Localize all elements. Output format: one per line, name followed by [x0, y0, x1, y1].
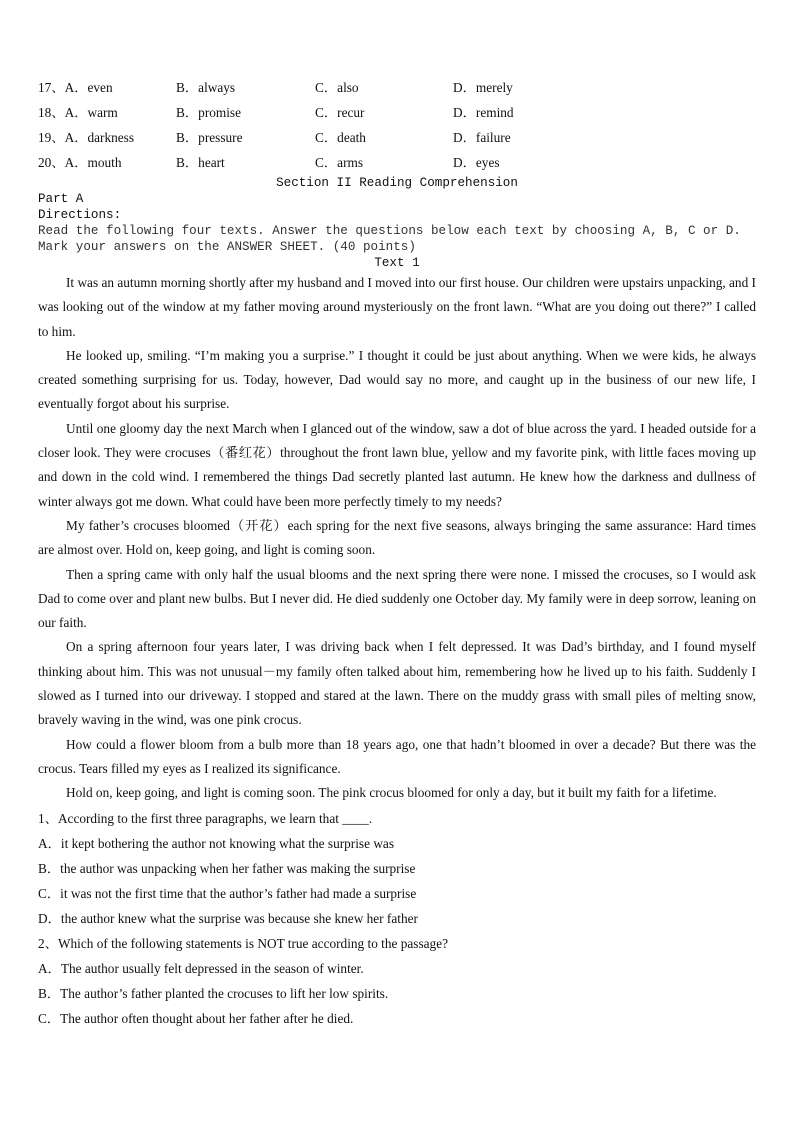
- text-title: Text 1: [374, 256, 420, 270]
- question-2: [38, 931, 756, 1031]
- paragraph: Then a spring came with only half the usual blooms and the next spring there were none. I missed the crocuses, so I would ask Dad to come over and plant new bulbs. But I never did. He died suddenly one October day. My family were in deep sorrow, leaning on our faith.: [38, 566, 756, 631]
- choice-a: A．The author usually felt depressed in the season of winter.: [38, 960, 364, 976]
- directions-text: Read the following four texts. Answer the questions below each text by choosing A, B, C or D. Mark your answers on the ANSWER SHEET. (40 points): [38, 224, 741, 254]
- choice-c: C．The author often thought about her father after he died.: [38, 1010, 354, 1026]
- cloze-options: [38, 74, 756, 174]
- option-d: D．eyes: [453, 155, 500, 170]
- paragraph: On a spring afternoon four years later, I was driving back when I felt depressed. It was Dad’s birthday, and I found myself thinking about him. This was not unusual－my family often talked about him, remembering how he lived up to his faith. Suddenly I slowed as I turned into our driveway. I stopped and stared at the lawn. There on the muddy grass with small piles of melting snow, bravely waving in the wind, was one pink crocus.: [38, 639, 756, 728]
- paragraph: My father’s crocuses bloomed（开花）each spring for the next five seasons, always bringing the same assurance: Hard times are almost over. Hold on, keep going, and light is coming soon.: [38, 517, 756, 558]
- option-row-18: [38, 99, 756, 124]
- option-row-17: [38, 74, 756, 99]
- choice-c: C．it was not the first time that the author’s father had made a surprise: [38, 885, 417, 901]
- paragraph: Until one gloomy day the next March when I glanced out of the window, saw a dot of blue across the yard. I headed outside for a closer look. They were crocuses（番红花）throughout the front lawn blue, yellow and my favorite pink, with little faces moving up and down in the cold wind. I remembered the things Dad secretly planted last autumn. He knew how the darkness and dullness of winter always got me down. What could have been more perfectly timely to my needs?: [38, 420, 756, 509]
- option-b: B．heart: [176, 155, 225, 170]
- question-stem: 2、Which of the following statements is NOT true according to the passage?: [38, 935, 449, 951]
- paragraph: He looked up, smiling. “I’m making you a surprise.” I thought it could be just about anything. When we were kids, he always created something surprising for us. Today, however, Dad would say no more, and caught up in the business of our new life, I eventually forgot about his surprise.: [38, 347, 756, 412]
- paragraph: How could a flower bloom from a bulb more than 18 years ago, one that hadn’t bloomed in over a decade? But there was the crocus. Tears filled my eyes as I realized its significance.: [38, 736, 756, 776]
- option-a: 19、A．darkness: [38, 130, 135, 145]
- option-c: C．death: [315, 130, 366, 145]
- paragraph: Hold on, keep going, and light is coming soon. The pink crocus bloomed for only a day, but it built my faith for a lifetime.: [66, 785, 717, 801]
- option-row-19: [38, 124, 756, 149]
- choice-a: A．it kept bothering the author not knowing what the surprise was: [38, 835, 394, 851]
- option-d: D．merely: [453, 80, 513, 95]
- option-a: 18、A．warm: [38, 105, 118, 120]
- part-heading: Part A: [38, 192, 84, 206]
- question-1: [38, 806, 756, 931]
- option-c: C．also: [315, 80, 359, 95]
- option-b: B．pressure: [176, 130, 243, 145]
- option-a: 20、A．mouth: [38, 155, 122, 170]
- option-b: B．promise: [176, 105, 242, 120]
- directions-label: Directions:: [38, 208, 122, 222]
- option-a: 17、A．even: [38, 80, 113, 95]
- choice-b: B．The author’s father planted the crocuses to lift her low spirits.: [38, 985, 389, 1001]
- option-d: D．remind: [453, 105, 514, 120]
- choice-d: D．the author knew what the surprise was because she knew her father: [38, 910, 418, 926]
- choice-b: B．the author was unpacking when her father was making the surprise: [38, 860, 416, 876]
- option-c: C．recur: [315, 105, 365, 120]
- exam-page: [38, 74, 756, 1031]
- option-c: C．arms: [315, 155, 364, 170]
- section-title: Section II Reading Comprehension: [276, 176, 518, 190]
- option-d: D．failure: [453, 130, 511, 145]
- option-b: B．always: [176, 80, 236, 95]
- passage: [38, 271, 756, 806]
- question-stem: 1、According to the first three paragraphs, we learn that ____.: [38, 810, 373, 826]
- option-row-20: [38, 149, 756, 174]
- paragraph: It was an autumn morning shortly after my husband and I moved into our first house. Our children were upstairs unpacking, and I was looking out of the window at my father moving around mysteriously on the front lawn. “What are you doing out there?” I called to him.: [38, 275, 756, 339]
